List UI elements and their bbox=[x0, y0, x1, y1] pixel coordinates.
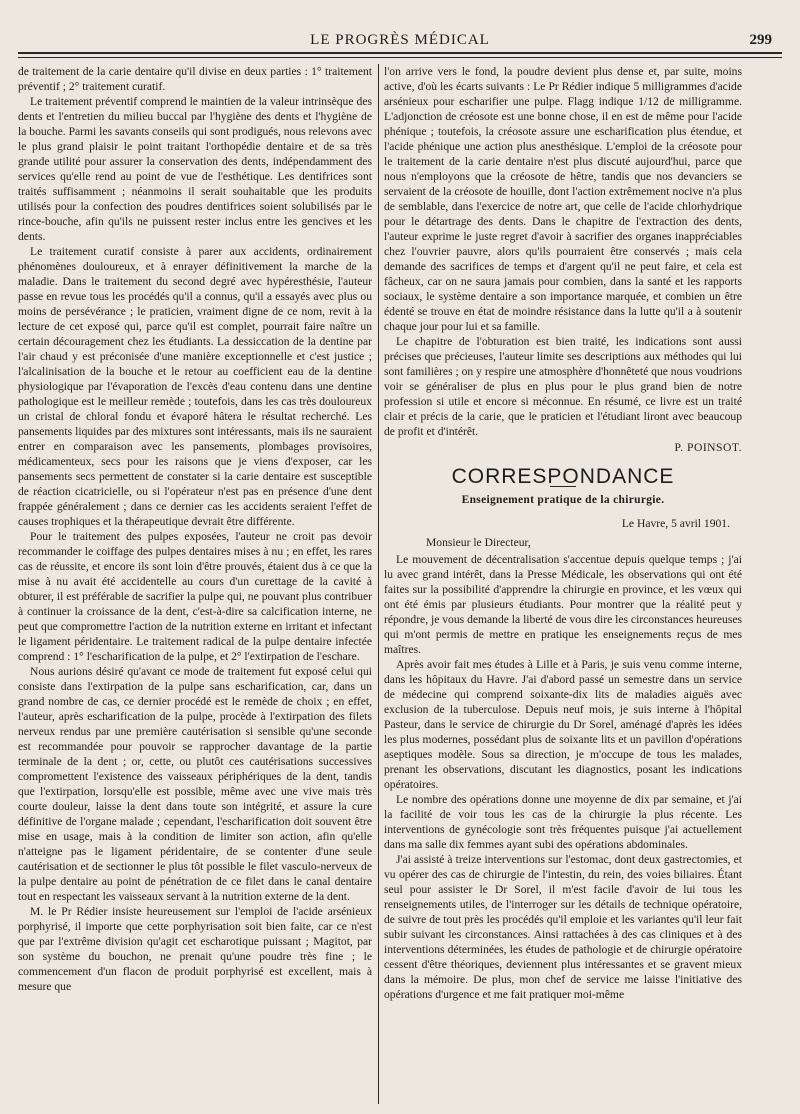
paragraph: de traitement de la carie dentaire qu'il divise en deux parties : 1° traitement préventif ; 2° traitement curatif. bbox=[18, 65, 372, 93]
paragraph: Pour le traitement des pulpes exposées, l'auteur ne croit pas devoir recommander le coiffage des pulpes dentaires mises à nu ; en effet, les rares cas de réussite, et encore ils sont loin d'être prouvés, étaient dus à ce que la mise à nu avait été accidentelle au cours d'un curettage de la cavité à obturer, il est préférable de sacrifier la pulpe qui, ne pouvant plus contribuer à continuer la croissance de la dent, c'est-à-dire sa calcification interne, ne peut que compromettre l'action de la nutrition externe en irritant et infectant le ligament péridentaire. Le traitement radical de la pulpe dentaire infectée comprend : 1° l'escharification de la pulpe, et 2° l'extirpation de l'eschare. bbox=[18, 530, 372, 663]
header-rule-thin bbox=[18, 57, 782, 58]
column-divider bbox=[378, 64, 379, 1104]
paragraph: Après avoir fait mes études à Lille et à Paris, je suis venu comme interne, dans les hôpitaux du Havre. J'ai d'abord passé un semestre dans un service de médecine qui comprend soixante-dix lits de maladies aiguës avec exclusion de la tuberculose. Depuis neuf mois, je suis interne à l'hôpital Pasteur, dans le service de chirurgie du Dr Sorel, aménagé d'après les idées les plus modernes, possédant plus de soixante lits et un pavillon d'opérations aseptiques modèle. Sous sa direction, je m'occupe de tous les malades, prenant les observations, discutant les diagnostics, posant les indications opératoires. bbox=[384, 658, 742, 791]
paragraph: J'ai assisté à treize interventions sur l'estomac, dont deux gastrectomies, et vu opérer des cas de chirurgie de l'intestin, du rein, des voies biliaires. Étant seul pour assister le Dr Sorel, il m'est facile d'avoir de lui tous les renseignements utiles, de l'interroger sur les détails de technique opératoire, de suivre de tout près les procédés qu'il emploie et les variantes qu'il leur fait subir suivant les circonstances. Ainsi rattachées à des cas cliniques et à des interventions déterminées, les études de pathologie et de chirurgie opératoire cessent d'être théoriques, deviennent plus intéressantes et se gravent mieux dans la mémoire. De plus, mon chef de service me laisse l'initiative des opérations d'urgence et me fait pratiquer moi-même bbox=[384, 853, 742, 1001]
paragraph: M. le Pr Rédier insiste heureusement sur l'emploi de l'acide arsénieux porphyrisé, il importe que cette porphyrisation soit bien faite, car ce n'est que par l'extrême division qu'agit cet escharotique puissant ; Magitot, par son système du bouchon, ne prenait qu'une poudre très fine ; le commencement d'un flacon de produit porphyrisé est excellent, mais à mesure que bbox=[18, 905, 372, 993]
right-column bbox=[384, 64, 742, 1104]
letter-subtitle: Enseignement pratique de la chirurgie. bbox=[461, 494, 665, 506]
journal-title: LE PROGRÈS MÉDICAL bbox=[310, 32, 490, 48]
paragraph: l'on arrive vers le fond, la poudre devient plus dense et, par suite, moins active, d'où les écarts suivants : Le Pr Rédier indique 5 milligrammes d'acide arsénieux pour escharifier une pulpe. Flagg indique 1/12 de milligramme. L'adjonction de créosote est une bonne chose, il en est de même pour l'acide phénique ; toutefois, la créosote assure une escharification plus étendue, et l'acide phénique une action plus anesthésique. L'emploi de la créosote pour le traitement de la carie dentaire n'est plus discuté aujourd'hui, parce que nous n'employons que la créosote de hêtre, tandis que nos devanciers se servaient de la créosote de houille, dont l'action extrêmement nocive n'a plus de semblable, dans l'exercice de notre art, que celle de l'acide chlorhydrique pour le détartrage des dents. Dans le chapitre de l'extraction des dents, l'auteur exprime le juste regret d'avoir à sacrifier des organes inappréciables chez l'ouvrier pauvre, alors qu'ils pourraient être conservés ; mais cela demande des sacrifices de temps et d'argent qu'il ne peut faire, et cela est fâcheux, car on ne saura jamais pour combien, dans la santé et les rapports sociaux, le système dentaire a son importance marquée, et combien un être édenté se trouve en état de moindre résistance dans la lutte qu'il a à soutenir chaque jour pour lui et sa famille. bbox=[384, 65, 742, 333]
paragraph: Nous aurions désiré qu'avant ce mode de traitement fut exposé celui qui consiste dans l'extirpation de la pulpe sans escharification, car, dans un grand nombre de cas, ce dernier procédé est le remède de choix ; en effet, l'auteur, après escharification de la pulpe, procède à l'extirpation des filets nerveux rendus par une première cautérisation si sensible qu'une seconde est recommandée pour pouvoir se rapprocher davantage de la partie terminale de la dent ; or, cette, ou plutôt ces cautérisations successives compromettent l'existence des vaisseaux périphériques de la dent, tandis que l'extirpation, lorsqu'elle est possible, même avec une vive mais très courte douleur, laisse la dent dans toute son intégrité, et assure la cure définitive de l'organe malade ; cependant, l'escharification doit souvent être mise en usage, mais à la condition de limiter son action, afin qu'elle n'atteigne pas le ligament péridentaire, de se contenter d'une seule cautérisation et de sectionner le plus tôt possible le filet vasculo-nerveux de la pulpe dentaire au point de pénétration de ce filet dans le canal dentaire tout en respectant les vaisseaux servant à la nutrition externe de la dent. bbox=[18, 665, 372, 903]
paragraph: Le nombre des opérations donne une moyenne de dix par semaine, et j'ai la facilité de voir tous les cas de la chirurgie la plus récente. Les interventions de gynécologie sont très fréquentes puisque j'ai actuellement dans ma salle dix femmes ayant subi des opérations abdominales. bbox=[384, 793, 742, 851]
paragraph: Le traitement curatif consiste à parer aux accidents, ordinairement phénomènes douloureux, et à enrayer définitivement la marche de la maladie. Dans le traitement du second degré avec hypéresthésie, l'auteur passe en revue tous les procédés qu'il a connus, qu'il a essayés avec plus ou moins de persévérance ; le praticien, vraiment digne de ce nom, revit à la lecture de cet exposé qui, parce qu'il est complet, pourrait faire naître un certain découragement chez les étudiants. La dessiccation de la dentine par l'air chaud y est préconisée d'une manière exceptionnelle et c'est justice ; l'alcalinisation de la bouche et le retour au coefficient eau de la dentine physiologique par l'évaporation de l'excès d'eau contenu dans une dentine pathologique est le meilleur remède ; toutefois, dans les cas très douloureux un cristal de chloral fondu et évaporé hâtera le résultat recherché. Les pansements liquides par des mixtures sont intéressants, mais ils ne sauraient entrer en comparaison avec les pansements, plombages provisoires, médicamenteux, secs pour les raisons que je viens d'exposer, car les pansements secs permettent de constater si la carie dentaire est susceptible de réaction cicatricielle, ou si l'opérateur n'est pas en présence d'une dent frappée généralement ; dans ce dernier cas les accidents seraient l'effet de causes trophiques et la thérapeutique devrait être différente. bbox=[18, 245, 372, 528]
paragraph: Le mouvement de décentralisation s'accentue depuis quelque temps ; j'ai lu avec grand intérêt, dans la Presse Médicale, les observations qui ont été faites sur la possibilité d'apprendre la chirurgie en province, et les vœux qui ont été émis par plusieurs étudiants. Pour montrer que la réalité peut y répondre, je vous demande la liberté de vous dire les circonstances heureuses qui m'ont permis de mettre en pratique les enseignements reçus de mes maîtres. bbox=[384, 553, 742, 656]
letter-dateline: Le Havre, 5 avril 1901. bbox=[621, 517, 730, 530]
paragraph: Le chapitre de l'obturation est bien traité, les indications sont aussi précises que précieuses, l'auteur limite ses descriptions aux méthodes qui lui sont familières ; on y respire une atmosphère d'honnêteté que nous voudrions voir se généraliser de plus en plus pour le plus grand bien de notre profession si utile et encore si méconnue. En résumé, ce livre est un traité clair et précis de la carie, que le praticien et l'étudiant liront avec beaucoup de profit et d'intérêt. bbox=[384, 335, 742, 438]
header-rule-thick bbox=[18, 52, 782, 54]
paragraph: Le traitement préventif comprend le maintien de la valeur intrinsèque des dents et l'entretien du milieu buccal par l'hygiène des dents et l'hygiène de la bouche. Parmi les savants conseils qui sont prodigués, nous relevons avec le plus grand plaisir le point traitant l'orthopédie dentaire et de sa très grande utilité pour assurer la conservation des dents, indépendamment des services qu'elle rend au point de vue de l'esthétique. Les dentifrices sont traités suffisamment ; néanmoins il serait souhaitable que les produits utilisés pour la confection des poudres dentifrices soient solubilisés par le rince-bouche, afin qu'ils ne puissent rester inclus entre les gencives et les dents. bbox=[18, 95, 372, 243]
review-signature: P. POINSOT. bbox=[674, 441, 742, 454]
left-column bbox=[18, 64, 372, 1104]
letter-salutation: Monsieur le Directeur, bbox=[426, 536, 531, 549]
section-title: CORRESPONDANCE bbox=[451, 465, 675, 488]
page-number: 299 bbox=[749, 32, 772, 48]
